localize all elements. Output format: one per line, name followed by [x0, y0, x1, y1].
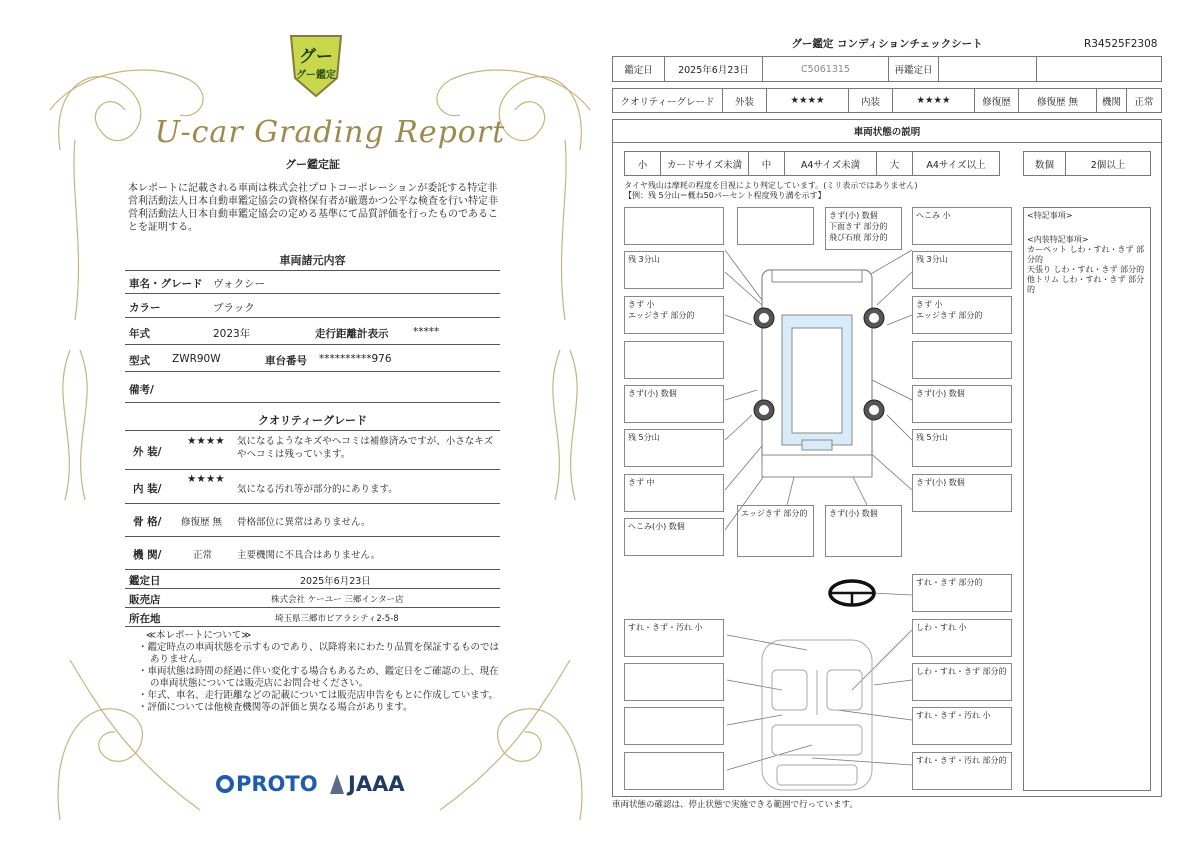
dealer-value: 株式会社 ケーユー 三郷インター店: [271, 595, 404, 605]
chassis-label: 車台番号: [265, 355, 307, 367]
certificate-heading: グー鑑定証: [285, 158, 340, 171]
proto-logo: PROTO: [216, 772, 318, 796]
damage-box-r-mid: きず(小) 数個: [912, 385, 1012, 423]
interior-heading: <内装特記事項>: [1027, 235, 1089, 244]
interior-item: 他トリム しわ・すれ・きず 部分的: [1027, 275, 1145, 294]
frame-text: 骨格部位に異常はありません。: [237, 517, 371, 528]
spec-row-remarks: [125, 372, 500, 403]
frame-label: 骨 格/: [133, 516, 162, 528]
explain-heading: 車両状態の説明: [613, 120, 1161, 143]
reinspect-value: [939, 57, 1037, 81]
model-label: 型式: [129, 355, 150, 367]
damage-box-l-tire-rear: 残 5分山: [624, 429, 724, 467]
damage-box-l-mid: きず(小) 数個: [624, 385, 724, 423]
note-item: ・鑑定時点の車両状態を示すものであり、以降将来にわたり品質を保証するものではありません。: [138, 642, 500, 665]
damage-box-empty: [737, 207, 814, 245]
damage-box-int-right4: すれ・きず・汚れ 部分的: [912, 752, 1012, 790]
quality-heading: クオリティーグレード: [258, 414, 367, 427]
info-row-address: [125, 608, 500, 627]
report-title: U-car Grading Report: [154, 115, 506, 150]
exterior-label: 外 装/: [133, 446, 162, 458]
grading-certificate: [40, 20, 600, 835]
size-large-desc: A4サイズ以上: [926, 159, 986, 171]
quality-row-frame: [125, 504, 500, 537]
mileage-label: 走行距離計表示: [315, 328, 389, 340]
size-small-desc: カードサイズ未満: [661, 152, 749, 175]
damage-box-empty: [624, 752, 724, 790]
sheet-date-value: 2025年6月23日: [665, 57, 763, 81]
damage-box-r-front: きず 小 エッジきず 部分的: [912, 296, 1012, 334]
jaaa-mark-icon: [330, 774, 344, 794]
size-large: 大: [877, 152, 913, 175]
goo-kantei-logo: [287, 30, 345, 100]
ext-label: 外装: [723, 89, 767, 112]
model-value: ZWR90W: [172, 353, 221, 365]
report-notes: [138, 630, 508, 714]
spec-row-name: [125, 270, 500, 294]
logo-text: グー鑑定: [296, 70, 336, 81]
interior-item: 天張り しわ・すれ・きず 部分的: [1027, 265, 1145, 274]
int-value: ★★★★: [893, 89, 975, 112]
size-mid-desc: A4サイズ未満: [785, 152, 877, 175]
quality-row-engine: [125, 537, 500, 570]
damage-box-top-right: へこみ 小: [912, 207, 1012, 245]
color-value: ブラック: [213, 302, 255, 314]
date-label: 鑑定日: [129, 575, 161, 587]
engine-label: 機関: [1097, 89, 1127, 112]
damage-box-empty: [624, 341, 724, 379]
damage-box-int-left1: すれ・きず・汚れ 小: [624, 619, 724, 657]
special-heading: <特記事項>: [1027, 211, 1073, 220]
special-notes-panel: [1023, 207, 1151, 791]
damage-box-top-mid: きず(小) 数個 下面きず 部分的 飛び石痕 部分的: [825, 207, 902, 250]
sheet-title: グー鑑定 コンディションチェックシート: [791, 38, 983, 50]
name-value: ヴォクシー: [213, 278, 266, 290]
year-value: 2023年: [213, 328, 251, 340]
interior-item: カーペット しわ・すれ・きず 部分的: [1027, 245, 1145, 264]
note-item: ・評価については他検査機関等の評価と異なる場合があります。: [138, 702, 413, 713]
tire-note-1: タイヤ残山は摩耗の程度を目視により判定しています。(ミリ表示ではありません): [624, 181, 918, 190]
damage-box-l-front: きず 小 エッジきず 部分的: [624, 296, 724, 334]
proto-mark-icon: [216, 775, 234, 793]
grade-label: クオリティーグレード: [613, 89, 723, 112]
interior-text: 気になる汚れ等が部分的にあります。: [237, 484, 398, 495]
damage-box-int-right3: すれ・きず・汚れ 小: [912, 707, 1012, 745]
spec-row-year: [125, 318, 500, 345]
damage-box-r-tire-front: 残 3分山: [912, 251, 1012, 289]
damage-box-empty: [912, 341, 1012, 379]
sheet-footer: 車両状態の確認は、停止状態で実施できる範囲で行っています。: [612, 800, 858, 810]
jaaa-logo: JAAA: [330, 772, 405, 796]
note-item: ・車両状態は時間の経過に伴い変化する場合もあるため、鑑定日をご確認の上、現在の車両状態については販売店にお問合せください。: [138, 666, 499, 689]
svg-text:グー: グー: [299, 47, 333, 67]
count-legend: [1023, 151, 1151, 176]
damage-box-int-right2: しわ・すれ・きず 部分的: [912, 663, 1012, 701]
remarks-label: 備考/: [129, 384, 154, 396]
size-mid: 中: [749, 152, 785, 175]
address-label: 所在地: [129, 613, 161, 625]
color-label: カラー: [129, 302, 161, 314]
tire-note-2: 【例：残 5分山＝概ね50パーセント程度残り溝を示す】: [624, 191, 826, 200]
ext-value: ★★★★: [767, 89, 849, 112]
reinspect-label: 再鑑定日: [889, 57, 939, 81]
damage-box-bottom-mid1: エッジきず 部分的: [737, 505, 814, 557]
size-small: 小: [625, 152, 661, 175]
damage-box-r-tire-rear: 残 5分山: [912, 429, 1012, 467]
info-row-date: [125, 570, 500, 589]
notes-heading: ≪本レポートについて≫: [146, 630, 252, 641]
sheet-date-label: 鑑定日: [613, 57, 665, 81]
engine-text: 主要機関に不具合はありません。: [237, 550, 381, 561]
spec-row-model: [125, 345, 500, 372]
engine-label: 機 関/: [133, 549, 162, 561]
exterior-stars: ★★★★: [187, 435, 225, 447]
sheet-code: C5061315: [763, 57, 889, 81]
certificate-intro: 本レポートに記載される車両は株式会社プロトコーポレーションが委託する特定非営利活動法人日本自動車鑑定協会の資格保有者が厳選かつ公平な検査を行い特定非営利活動法人日本自動車鑑定協会の定める基準にて品質評価を行ったものであることを証明する。: [128, 183, 498, 233]
frame-value: 修復歴 無: [181, 517, 223, 528]
damage-box-l-tire-front: 残 3分山: [624, 251, 724, 289]
engine-value: 正常: [1134, 96, 1154, 108]
damage-box-r-rear: きず(小) 数個: [912, 474, 1012, 512]
repair-label: 修復歴: [975, 89, 1019, 112]
damage-box-empty: [624, 207, 724, 245]
damage-box-l-rear: きず 中: [624, 474, 724, 512]
date-value: 2025年6月23日: [300, 576, 371, 587]
note-item: ・年式、車名、走行距離などの記載については販売店申告をもとに作成しています。: [138, 690, 499, 701]
date-row: [612, 56, 1162, 82]
size-legend: [624, 151, 1000, 176]
quality-row-exterior: [125, 430, 500, 470]
car-top-view-icon: [754, 270, 884, 477]
exterior-text: 気になるようなキズやヘコミは補修済みですが、小さなキズやヘコミは残っています。: [237, 436, 494, 460]
mileage-value: *****: [413, 326, 440, 338]
engine-value: 正常: [193, 550, 213, 561]
reinspect-extra: [1037, 57, 1161, 81]
info-row-dealer: [125, 589, 500, 608]
int-label: 内装: [849, 89, 893, 112]
damage-box-empty: [624, 707, 724, 745]
steering-wheel-icon: [830, 581, 874, 605]
interior-label: 内 装/: [133, 483, 162, 495]
address-value: 埼玉県三郷市ピアラシティ2-5-8: [275, 614, 399, 624]
damage-box-bottom-mid2: きず(小) 数個: [825, 505, 902, 557]
sheet-doc-id: R34525F2308: [1084, 38, 1158, 50]
specs-heading: 車両諸元内容: [279, 254, 346, 267]
chassis-value: **********976: [319, 353, 392, 365]
count-desc: 2個以上: [1090, 159, 1126, 171]
repair-value: 修復歴 無: [1019, 89, 1097, 112]
quality-row-interior: [125, 469, 500, 504]
damage-box-empty: [624, 663, 724, 701]
damage-box-bottom-left: へこみ(小) 数個: [624, 518, 724, 556]
grade-row: [612, 88, 1162, 113]
damage-box-int-right1: しわ・すれ 小: [912, 619, 1012, 657]
name-label: 車名・グレード: [129, 278, 203, 290]
count-label: 数個: [1024, 152, 1066, 175]
spec-row-color: [125, 293, 500, 318]
dealer-label: 販売店: [129, 594, 161, 606]
car-interior-icon: [762, 640, 872, 790]
year-label: 年式: [129, 328, 150, 340]
damage-box-steering: すれ・きず 部分的: [912, 574, 1012, 612]
interior-stars: ★★★★: [187, 473, 225, 485]
